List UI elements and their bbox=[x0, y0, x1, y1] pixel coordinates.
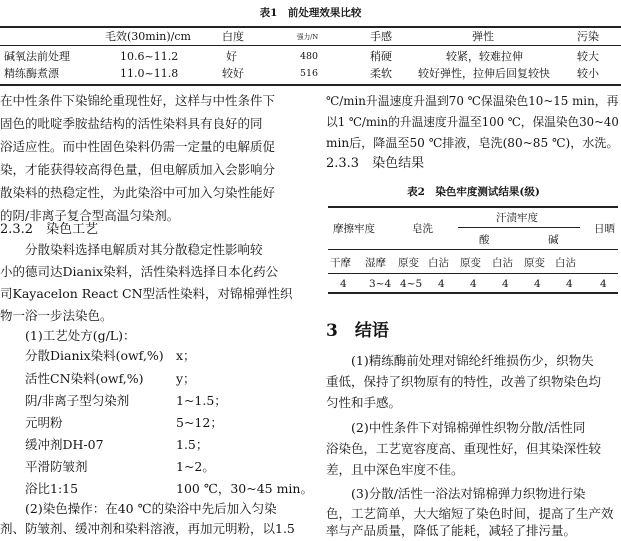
table2-value: 4 bbox=[470, 278, 477, 290]
text-line: (1)精练酶前处理对锦纶纤维损伤少，织物失 bbox=[351, 353, 594, 368]
table2-header-rub: 摩擦牢度 bbox=[333, 223, 375, 235]
recipe-value: 1~1.5； bbox=[176, 393, 227, 408]
section-heading-2-3-2: 2.3.2 染色工艺 bbox=[0, 222, 99, 237]
text-line: 以1 ℃/min的升温速度升温至100 ℃，保温染色30~40 bbox=[326, 115, 619, 129]
recipe-value: 1.5； bbox=[176, 437, 209, 452]
text-line: 物一浴一步法染色。 bbox=[0, 308, 113, 323]
text-line: 小的德司达Dianix染料，活性染料选择日本化药公 bbox=[0, 264, 279, 279]
table1-cell: 10.6~11.2 bbox=[120, 50, 179, 63]
table2-value: 4 bbox=[438, 278, 445, 290]
text-line: 重低，保持了织物原有的特性，改善了织物染色均 bbox=[326, 374, 602, 389]
table1-cell: 516 bbox=[300, 68, 318, 79]
table2-value: 4~5 bbox=[400, 278, 423, 290]
conclusion-heading: 3 结语 bbox=[326, 321, 389, 341]
text-line: (2)染色操作：在40 ℃的染浴中先后加入匀染 bbox=[25, 501, 277, 516]
table1-cell: 较好弹性，拉伸后回复较快 bbox=[418, 67, 550, 80]
table1-header-cell: 白度 bbox=[222, 30, 244, 43]
text-line: 的阴/非离子复合型高温匀染剂。 bbox=[0, 208, 180, 223]
table1-cell: 稍硬 bbox=[370, 50, 392, 63]
table2-acid-alkali-rule bbox=[458, 227, 580, 228]
table2-value: 4 bbox=[534, 278, 541, 290]
table2-header-soap: 皂洗 bbox=[412, 223, 433, 235]
table1-bottom-rule bbox=[0, 84, 621, 86]
table2-caption: 表2 染色牢度测试结果(级) bbox=[407, 186, 540, 198]
text-line: ℃/min升温速度升温到70 ℃保温染色10~15 min，再 bbox=[326, 94, 619, 108]
table2-sub-rule bbox=[328, 273, 618, 274]
table1-cell: 11.0~11.8 bbox=[120, 67, 179, 80]
text-line: 散染料的热稳定性，为此染浴中可加入匀染性能好 bbox=[0, 185, 276, 200]
table1-caption: 表1 前处理效果比较 bbox=[259, 7, 362, 19]
table2-subheader: 原变 bbox=[460, 257, 481, 269]
recipe-name: 活性CN染料(owf,%) bbox=[25, 371, 144, 386]
table1-header-cell: 手感 bbox=[370, 30, 392, 43]
table2-header-alkali: 碱 bbox=[548, 234, 559, 246]
recipe-value: 5~12； bbox=[176, 415, 223, 430]
recipe-name: 浴比1:15 bbox=[25, 481, 79, 496]
table1-cell: 碱氧法前处理 bbox=[4, 50, 70, 63]
text-line: 浴适应性。而中性固色染料仍需一定量的电解质促 bbox=[0, 139, 276, 154]
table1-header-cell: 污染 bbox=[577, 30, 599, 43]
text-line: 司Kayacelon React CN型活性染料，对锦棉弹性织 bbox=[0, 286, 293, 301]
recipe-name: 阴/非离子型匀染剂 bbox=[25, 393, 130, 408]
table1-header-cell: 弹性 bbox=[472, 30, 494, 43]
text-line: 在中性条件下染锦纶重现性好，这样与中性条件下 bbox=[0, 93, 276, 108]
text-line: 率与产品质量，降低了能耗，减轻了排污量。 bbox=[326, 523, 577, 538]
table2-header-rule bbox=[328, 249, 618, 250]
text-line: 差，且中深色牢度不佳。 bbox=[326, 462, 464, 477]
table2-subheader: 白沾 bbox=[492, 257, 513, 269]
table2-subheader: 干摩 bbox=[330, 257, 351, 269]
table1-cell: 较紧，较难拉伸 bbox=[446, 50, 523, 63]
recipe-name: 缓冲剂DH-07 bbox=[25, 437, 104, 452]
recipe-title: (1)工艺处方(g/L)： bbox=[25, 328, 136, 343]
recipe-value: 1~2。 bbox=[176, 459, 215, 474]
recipe-value: x； bbox=[176, 348, 196, 363]
table2-subheader: 白沾 bbox=[555, 257, 576, 269]
text-line: min后，降温至50 ℃排液，皂洗(80~85 ℃)，水洗。 bbox=[326, 136, 619, 150]
table1-header-cell: 强力/N bbox=[297, 33, 319, 41]
table1-cell: 较好 bbox=[222, 67, 244, 80]
table2-subheader: 湿摩 bbox=[365, 257, 386, 269]
table1-top-rule bbox=[0, 26, 621, 28]
recipe-value: 100 ℃，30~45 min。 bbox=[176, 481, 313, 496]
table2-header-acid: 酸 bbox=[479, 234, 490, 246]
table2-subheader: 白沾 bbox=[428, 257, 449, 269]
table2-value: 4 bbox=[502, 278, 509, 290]
table2-subheader: 原变 bbox=[398, 257, 419, 269]
table1-cell: 精练酶煮漂 bbox=[4, 67, 59, 80]
table2-value: 4 bbox=[340, 278, 347, 290]
table1-cell: 480 bbox=[300, 51, 318, 62]
table2-value: 4 bbox=[600, 278, 607, 290]
recipe-value: y； bbox=[176, 371, 196, 386]
text-line: 浴染色，工艺宽容度高、重现性好，但其染深性较 bbox=[326, 441, 602, 456]
table1-cell: 较大 bbox=[577, 50, 599, 63]
text-line: 染，才能获得较高得色量，但电解质加入会影响分 bbox=[0, 162, 276, 177]
table1-cell: 好 bbox=[226, 50, 237, 63]
table1-header-cell: 毛效(30min)/cm bbox=[105, 30, 191, 43]
text-line: 固色的吡啶季胺盐结构的活性染料具有良好的同 bbox=[0, 116, 263, 131]
table2-bottom-rule bbox=[328, 292, 618, 294]
table1-cell: 柔软 bbox=[370, 67, 392, 80]
recipe-name: 元明粉 bbox=[25, 415, 63, 430]
text-line: 剂、防皱剂、缓冲剂和染料溶液，再加元明粉，以1.5 bbox=[0, 521, 295, 536]
text-line: 匀性和手感。 bbox=[326, 395, 402, 410]
table2-value: 4 bbox=[566, 278, 573, 290]
table1-header-rule bbox=[0, 45, 621, 46]
text-line: (3)分散/活性一浴法对锦棉弹力织物进行染 bbox=[351, 486, 586, 501]
text-line: 色，工艺简单，大大缩短了染色时间，提高了生产效 bbox=[326, 506, 614, 521]
recipe-name: 平滑防皱剂 bbox=[25, 459, 88, 474]
recipe-name: 分散Dianix染料(owf,%) bbox=[25, 348, 164, 363]
table2-header-light: 日晒 bbox=[594, 223, 615, 235]
table2-top-rule bbox=[328, 206, 618, 208]
text-line: 分散染料选择电解质对其分散稳定性影响较 bbox=[25, 242, 263, 257]
section-heading-2-3-3: 2.3.3 染色结果 bbox=[326, 156, 425, 171]
table2-value: 3~4 bbox=[369, 278, 392, 290]
table1-cell: 较小 bbox=[577, 67, 599, 80]
table2-header-sweat: 汗渍牢度 bbox=[496, 212, 538, 224]
table2-subheader: 原变 bbox=[524, 257, 545, 269]
text-line: (2)中性条件下对锦棉弹性织物分散/活性同 bbox=[351, 420, 586, 435]
